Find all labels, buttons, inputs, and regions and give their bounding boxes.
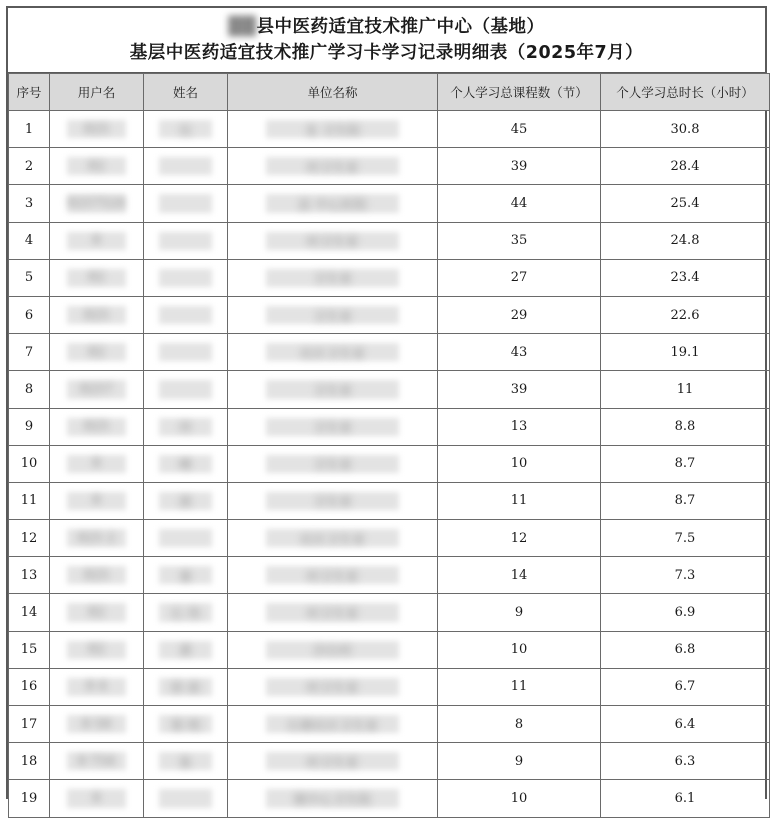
table-row [9,408,770,445]
cell-username [50,743,144,780]
col-header-hours: 个人学习总时长（小时） [601,74,770,111]
cell-name-text: 郑 明 [170,718,201,734]
cell-hours: 8.8 [601,408,770,445]
cell-unit-text: 社区卫生室 [299,532,365,548]
cell-hours: 7.3 [601,557,770,594]
cell-courses: 11 [438,482,601,519]
cell-username-text: 8 4 [86,679,107,695]
cell-name [144,259,228,296]
cell-no: 7 [9,334,50,371]
cell-unit [228,557,438,594]
title-line-1 [229,14,545,40]
cell-no: 16 [9,668,50,705]
cell-hours: 6.8 [601,631,770,668]
cell-username-text: 825 2 [77,530,116,546]
cell-unit [228,296,438,333]
cell-hours: 24.8 [601,222,770,259]
cell-username [50,148,144,185]
cell-unit-text: 龙 卫生院 [304,123,361,139]
col-header-name: 姓名 [144,74,228,111]
cell-unit [228,520,438,557]
table-row [9,222,770,259]
col-header-username: 用户名 [50,74,144,111]
cell-name [144,482,228,519]
cell-username-text: 82 [88,642,105,658]
table-row [9,780,770,817]
cell-no: 10 [9,445,50,482]
cell-name [144,668,228,705]
cell-unit [228,408,438,445]
cell-hours: 22.6 [601,296,770,333]
cell-hours: 28.4 [601,148,770,185]
title-line-1-text: 县中医药适宜技术推广中心（基地） [256,17,545,37]
cell-courses: 8 [438,706,601,743]
cell-no: 17 [9,706,50,743]
cell-courses: 39 [438,371,601,408]
cell-unit [228,259,438,296]
cell-username-text: 82 [88,344,105,360]
cell-name [144,743,228,780]
cell-username [50,111,144,148]
col-header-courses: 个人学习总课程数（节） [438,74,601,111]
cell-no: 12 [9,520,50,557]
redacted-county-name: ██ [228,17,257,37]
table-row [9,668,770,705]
cell-no: 3 [9,185,50,222]
cell-unit-text: 卫生室 [312,421,352,437]
cell-unit [228,148,438,185]
cell-username-text: 82 [88,605,105,621]
table-row [9,371,770,408]
cell-name [144,557,228,594]
cell-unit-text: 石塘社区卫生室 [286,718,378,734]
cell-name [144,222,228,259]
cell-unit [228,185,438,222]
cell-hours: 23.4 [601,259,770,296]
cell-username-text: 82 [88,270,105,286]
cell-name [144,185,228,222]
cell-username [50,482,144,519]
cell-unit [228,371,438,408]
cell-courses: 13 [438,408,601,445]
cell-username [50,371,144,408]
cell-courses: 10 [438,445,601,482]
cell-username-text: 8 58 [82,716,111,732]
cell-name-text: 黄 [178,644,192,660]
cell-unit-text: 卫生室 [312,383,352,399]
cell-username [50,631,144,668]
table-row [9,445,770,482]
cell-name [144,631,228,668]
cell-no: 14 [9,594,50,631]
cell-username [50,334,144,371]
title-block [8,8,765,73]
cell-courses: 39 [438,148,601,185]
cell-unit [228,706,438,743]
cell-name [144,334,228,371]
cell-hours: 6.4 [601,706,770,743]
cell-no: 6 [9,296,50,333]
cell-hours: 8.7 [601,445,770,482]
cell-username [50,408,144,445]
cell-courses: 9 [438,743,601,780]
cell-name [144,520,228,557]
cell-username-text: 8257 [79,381,114,397]
cell-username [50,668,144,705]
table-row [9,594,770,631]
redaction-blur [159,157,212,175]
table-row [9,631,770,668]
cell-unit [228,482,438,519]
cell-unit-text: 村卫生室 [306,681,359,697]
cell-name-text: 徐 前 [170,681,201,697]
cell-unit-text: 县 中心医院 [297,197,368,213]
cell-courses: 9 [438,594,601,631]
table-row [9,296,770,333]
cell-courses: 11 [438,668,601,705]
cell-courses: 10 [438,780,601,817]
cell-name [144,111,228,148]
cell-username-text: 8 [92,456,101,472]
cell-no: 1 [9,111,50,148]
redaction-blur [159,194,212,212]
cell-courses: 14 [438,557,601,594]
redaction-blur [159,343,212,361]
cell-username [50,594,144,631]
cell-unit-text: 社区卫生室 [299,346,365,362]
cell-hours: 6.7 [601,668,770,705]
cell-courses: 12 [438,520,601,557]
table-row [9,482,770,519]
cell-username-text: 825 [84,419,109,435]
cell-unit-text: 村卫生室 [306,160,359,176]
cell-username [50,520,144,557]
cell-courses: 35 [438,222,601,259]
cell-courses: 10 [438,631,601,668]
cell-hours: 6.1 [601,780,770,817]
cell-courses: 29 [438,296,601,333]
redaction-blur [159,789,212,807]
cell-unit-text: 沙台村 [312,644,352,660]
cell-hours: 30.8 [601,111,770,148]
cell-username-text: 825 [84,121,109,137]
table-row [9,111,770,148]
cell-name-text: 玲 [178,421,192,437]
cell-unit [228,334,438,371]
table-row [9,743,770,780]
table-row [9,557,770,594]
cell-no: 11 [9,482,50,519]
cell-name-text: 波 [178,495,192,511]
cell-username [50,185,144,222]
cell-username [50,557,144,594]
cell-username-text: 8 [92,790,101,806]
cell-username-text: 8 [92,493,101,509]
cell-no: 2 [9,148,50,185]
cell-name [144,445,228,482]
redaction-blur [159,529,212,547]
cell-no: 5 [9,259,50,296]
cell-username [50,706,144,743]
cell-username-text: 8257524 [67,195,126,211]
cell-unit-text: 卫生室 [312,309,352,325]
cell-no: 13 [9,557,50,594]
cell-name [144,296,228,333]
cell-unit-text: 镇中心卫生院 [293,792,372,808]
cell-unit [228,222,438,259]
title-line-2: 基层中医药适宜技术推广学习卡学习记录明细表（2025年7月） [129,43,644,63]
cell-name [144,780,228,817]
cell-username-text: 825 [84,307,109,323]
cell-unit-text: 村卫生室 [306,755,359,771]
cell-unit [228,445,438,482]
table-row [9,259,770,296]
cell-name-text: 峰 [178,458,192,474]
cell-unit-text: 卫生室 [312,458,352,474]
cell-username [50,259,144,296]
cell-hours: 19.1 [601,334,770,371]
cell-username-text: 825 [84,567,109,583]
cell-name [144,706,228,743]
cell-unit-text: 卫生室 [312,495,352,511]
cell-name-text: 秦 [178,569,192,585]
header-row [9,74,770,111]
cell-name [144,594,228,631]
col-header-unit: 单位名称 [228,74,438,111]
table-row [9,334,770,371]
cell-no: 4 [9,222,50,259]
cell-username-text: 8 754 [77,753,116,769]
cell-unit-text: 村卫生室 [306,569,359,585]
cell-unit [228,111,438,148]
redaction-blur [159,232,212,250]
cell-hours: 7.5 [601,520,770,557]
cell-unit [228,743,438,780]
cell-unit-text: 卫生室 [312,272,352,288]
cell-username [50,296,144,333]
cell-username-text: 8 [92,233,101,249]
cell-courses: 43 [438,334,601,371]
cell-unit [228,594,438,631]
table-row [9,520,770,557]
cell-username-text: 82 [88,158,105,174]
cell-username [50,780,144,817]
cell-unit [228,631,438,668]
cell-hours: 8.7 [601,482,770,519]
cell-name-text: 张 [178,755,192,771]
cell-unit-text: 村卫生室 [306,235,359,251]
cell-unit [228,780,438,817]
cell-no: 18 [9,743,50,780]
cell-username [50,445,144,482]
cell-name-text: 石 伟 [170,607,201,623]
cell-unit-text: 村卫生室 [306,607,359,623]
records-sheet [6,6,767,808]
cell-name [144,371,228,408]
cell-courses: 27 [438,259,601,296]
cell-username [50,222,144,259]
cell-courses: 45 [438,111,601,148]
cell-courses: 44 [438,185,601,222]
records-table [8,73,770,818]
cell-no: 8 [9,371,50,408]
cell-unit [228,668,438,705]
cell-hours: 25.4 [601,185,770,222]
cell-name-text: 仪 [178,123,192,139]
cell-no: 15 [9,631,50,668]
cell-no: 9 [9,408,50,445]
table-row [9,185,770,222]
cell-no: 19 [9,780,50,817]
redaction-blur [159,306,212,324]
cell-hours: 11 [601,371,770,408]
cell-name [144,408,228,445]
col-header-no: 序号 [9,74,50,111]
table-row [9,148,770,185]
cell-hours: 6.3 [601,743,770,780]
cell-hours: 6.9 [601,594,770,631]
redaction-blur [159,269,212,287]
cell-name [144,148,228,185]
redaction-blur [159,380,212,398]
table-row [9,706,770,743]
